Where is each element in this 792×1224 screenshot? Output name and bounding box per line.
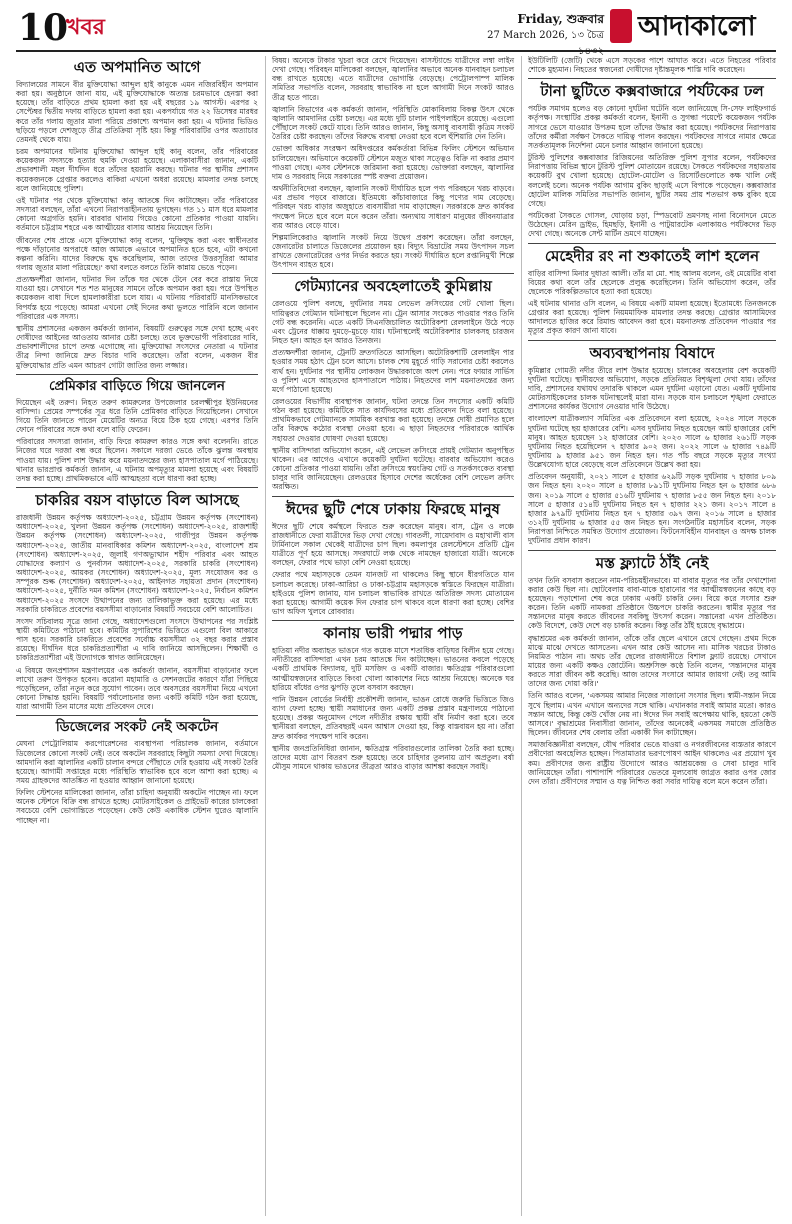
article-paragraph: বাড়ির বাসিন্দা মিনার দুধাতা আলী। তাঁর মা মো. শাহ আলম বলেন, ওই মেয়েটির বাবা বিয়ের কথা বলে তাঁর ছেলেকে প্রলুব্ধ করেছিলেন। তিনি অভিযোগ করেন, তাঁর ছেলেকে পরিকল্পিতভাবে হত্যা করা হয়েছে। [528,268,776,296]
article-paragraph: কুমিল্লার গোমতী নদীর তীরে লাশ উদ্ধার হয়েছে। চালকের অবহেলায় বেশ কয়েকটি দুর্ঘটনা ঘটেছে। স্থানীয়দের অভিযোগ, সড়কে প্রতিনিয়ত বিশৃঙ্খলা দেখা যায়। তাঁদের দাবি, প্রশাসনের যথাযথ তদারকি থাকলে এমন দুর্ঘটনা এড়ানো যেত। একটি দুর্ঘটনায় মোটরসাইকেলের চালক ঘটনাস্থলেই মারা যান। সড়কে যান চলাচলে শৃঙ্খলা ফেরাতে প্রশাসনের কার্যকর উদ্যোগ নেওয়ার দাবি উঠেছে। [528,365,776,412]
article-headline: ডিজেলের সংকট নেই অকটেন [55,719,219,736]
article-paragraph: তখন তিনি বসবাস করতেন নাম-পরিচয়হীনভাবে। মা বাবার মৃত্যুর পর তাঁর দেখাশোনা করার কেউ ছিল না। ছোটবেলায় বাবা-মাকে হারানোর পর আত্মীয়স্বজনের কাছে বড় হয়েছেন। পড়াশোনা শেষ করে ঢাকায় একটি চাকরি নেন। বিয়ে করে সংসার শুরু করেন। তিনি একটি নামকরা প্রতিষ্ঠানে উচ্চপদে চাকরি করতেন। স্বামীর মৃত্যুর পর সন্তানদের মানুষ করতে জীবনের সবকিছু উৎসর্গ করেন। সন্তানেরা এখন প্রতিষ্ঠিত। কেউ বিদেশে, কেউ দেশে বড় চাকরি করেন। কিন্তু তাঁর ঠাঁই হয়েছে বৃদ্ধাশ্রমে। [528,575,776,631]
article-separator [528,78,776,79]
article-paragraph: চরম অপমানের ঘটনায় মুক্তিযোদ্ধা আব্দুল হাই কানু বলেন, তাঁর পরিবারের কয়েকজন সদস্যকে হত্যার হুমকি দেওয়া হয়েছে। এলাকাবাসীরা জানান, একটি প্রভাবশালী মহল দীর্ঘদিন ধরে তাঁদের হয়রানি করছে। ঘটনার পর স্থানীয় প্রশাসন কয়েকজনকে গ্রেপ্তার করলেও বাকিরা এখনো অধরা রয়েছে। মামলার তদন্ত চলছে বলে জানিয়েছে পুলিশ। [16,147,258,193]
article-separator [272,496,514,497]
article-paragraph: তিনি আরও বলেন, 'একসময় আমার নিজের সাজানো সংসার ছিল। স্বামী-সন্তান নিয়ে সুখে ছিলাম। এখন এখানে অন্যদের সঙ্গে থাকি। এখানকার সবাই আমার মতো। কারও সন্তান আছে, কিন্তু কেউ খোঁজ নেয় না। ঈদের দিন সবাই অপেক্ষায় থাকি, হয়তো কেউ আসবে।' বৃদ্ধাশ্রমের নিবাসীরা জানান, তাঁদের অনেকেই একসময় সমাজে প্রতিষ্ঠিত ছিলেন। জীবনের শেষ বেলায় তাঁরা একাকী দিন কাটাচ্ছেন। [528,691,776,738]
article-headline: এত অপমানিত আগে [73,58,201,76]
article-paragraph: রেলওয়ের বিভাগীয় ব্যবস্থাপক জানান, ঘটনা তদন্তে তিন সদস্যের একটি কমিটি গঠন করা হয়েছে। কমিটিকে সাত কার্যদিবসের মধ্যে প্রতিবেদন দিতে বলা হয়েছে। প্রাথমিকভাবে গেটম্যানকে সাময়িক বরখাস্ত করা হয়েছে। তদন্তে দোষী প্রমাণিত হলে তাঁর বিরুদ্ধে কঠোর ব্যবস্থা নেওয়া হবে। এ ছাড়া নিহতদের পরিবারকে আর্থিক সহায়তা দেওয়ার ঘোষণা দেওয়া হয়েছে। [272,397,514,443]
date-block [468,10,604,60]
article-paragraph: ফেরার পথে মহাসড়কে তেমন যানজট না থাকলেও কিছু স্থানে ধীরগতিতে যান চলাচল করেছে। ঢাকা-আরিচা ও ঢাকা-চট্টগ্রাম মহাসড়কে স্বস্তিতে ফিরছেন যাত্রীরা। হাইওয়ে পুলিশ জানায়, যান চলাচল স্বাভাবিক রাখতে অতিরিক্ত সদস্য মোতায়েন করা হয়েছে। আগামী কয়েক দিন ফেরার চাপ থাকবে বলে ধারণা করা হচ্ছে। বেশির ভাগ অফিস খুলবে রোববার। [272,570,514,616]
article-paragraph: রেলওয়ে পুলিশ বলছে, দুর্ঘটনার সময় লেভেল ক্রসিংয়ের গেট খোলা ছিল। দায়িত্বরত গেটম্যান ঘটনাস্থলে ছিলেন না। ট্রেন আসার সংকেত পাওয়ার পরও তিনি গেট বন্ধ করেননি। এতে একটি সিএনজিচালিত অটোরিকশা রেললাইনে উঠে পড়ে এবং ট্রেনের ধাক্কায় দুমড়ে-মুচড়ে যায়। ঘটনাস্থলেই অটোরিকশার চালকসহ চারজন নিহত হন। আহত হন আরও তিনজন। [272,299,514,346]
article-paragraph: রাজধানী উন্নয়ন কর্তৃপক্ষ অধ্যাদেশ-২০২৫, চট্টগ্রাম উন্নয়ন কর্তৃপক্ষ (সংশোধন) অধ্যাদেশ-২০২৫, খুলনা উন্নয়ন কর্তৃপক্ষ (সংশোধন) অধ্যাদেশ-২০২৫, রাজশাহী উন্নয়ন কর্তৃপক্ষ (সংশোধন) অধ্যাদেশ-২০২৫, গাজীপুর উন্নয়ন কর্তৃপক্ষ অধ্যাদেশ-২০২৫, জাতীয় মানবাধিকার কমিশন অধ্যাদেশ-২০২৫, বাংলাদেশ শ্রম (সংশোধন) অধ্যাদেশ-২০২৫, জুলাই গণঅভ্যুত্থান শহীদ পরিবার এবং আহত যোদ্ধাদের কল্যাণ ও পুনর্বাসন অধ্যাদেশ-২০২৫, সরকারি চাকরি (সংশোধন) অধ্যাদেশ-২০২৫, আয়কর (সংশোধন) অধ্যাদেশ-২০২৫, মূল্য সংযোজন কর ও সম্পূরক শুল্ক (সংশোধন) অধ্যাদেশ-২০২৫, আইনগত সহায়তা প্রদান (সংশোধন) অধ্যাদেশ-২০২৫, দুর্নীতি দমন কমিশন (সংশোধন) অধ্যাদেশ-২০২৫, নির্বাচন কমিশন অধ্যাদেশ-২০২৫ সংসদে উত্থাপনের জন্য তালিকাভুক্ত করা হয়েছে। এর মধ্যে সরকারি চাকরিতে প্রবেশের বয়সসীমা বাড়ানোর বিষয়টি সবচেয়ে বেশি আলোচিত। [16,513,258,614]
article-paragraph: হাতিয়া নদীর অব্যাহত ভাঙনে গত কয়েক মাসে শতাধিক বাড়িঘর বিলীন হয়ে গেছে। নদীতীরের বাসিন্দারা এখন চরম আতঙ্কে দিন কাটাচ্ছেন। ভাঙনের কবলে পড়েছে একটি প্রাথমিক বিদ্যালয়, দুটি মসজিদ ও একটি বাজার। ক্ষতিগ্রস্ত পরিবারগুলো আত্মীয়স্বজনের বাড়িতে কিংবা খোলা আকাশের নিচে আশ্রয় নিয়েছে। অনেকে ঘর হারিয়ে বাঁধের ওপর ঝুপড়ি তুলে বসবাস করছেন। [272,646,514,692]
article-paragraph: জীবনের শেষ প্রান্তে এসে মুক্তিযোদ্ধা কানু বলেন, 'মুক্তিযুদ্ধ করা এবং স্বাধীনতার পক্ষে দাঁড়ানোর অপরাধে আজ আমাকে এভাবে অপমানিত হতে হবে, এটা কখনো কল্পনা করিনি। যাদের বিরুদ্ধে যুদ্ধ করেছিলাম, আজ তাদের উত্তরসূরিরা আমার গলায় জুতার মালা পরিয়েছে।' কথা বলতে বলতে তিনি কান্নায় ভেঙে পড়েন। [16,235,258,272]
article-headline: মস্ত ফ্ল্যাটে ঠাঁই নেই [595,553,709,572]
article-paragraph: সংসদ সচিবালয় সূত্রে জানা গেছে, অধ্যাদেশগুলো সংসদে উত্থাপনের পর সংশ্লিষ্ট স্থায়ী কমিটিতে পাঠানো হবে। কমিটির সুপারিশের ভিত্তিতে এগুলো বিল আকারে পাস হবে। সরকারি চাকরিতে প্রবেশের সর্বোচ্চ বয়সসীমা ৩২ বছর করার প্রস্তাব রয়েছে। দীর্ঘদিন ধরে চাকরিপ্রত্যাশীরা এ দাবি জানিয়ে আসছিলেন। শিক্ষার্থী ও চাকরিপ্রত্যাশীরা এই উদ্যোগকে স্বাগত জানিয়েছেন। [16,616,258,663]
column-3 [528,56,776,789]
article-paragraph: প্রত্যক্ষদর্শীরা জানান, ঘটনার দিন তাঁকে ঘর থেকে টেনে বের করে রাস্তায় নিয়ে যাওয়া হয়। সেখানে শত শত মানুষের সামনে তাঁকে অপমান করা হয়। পরে উপস্থিত কয়েকজন বাধা দিলে হামলাকারীরা চলে যায়। এ ঘটনায় পরিবারটি মানসিকভাবে বিপর্যস্ত হয়ে পড়েছে। আমরা এখনো সেই দিনের কথা ভুলতে পারিনি বলে জানান পরিবারের এক সদস্য। [16,275,258,321]
masthead-logo [608,8,774,46]
date-line: 27 March 2026, ১৩ চৈত্র ১৪৩২ [487,30,604,57]
article-paragraph: পরিবারের সদস্যরা জানান, বাড়ি ফিরে কামরুল কারও সঙ্গে কথা বলেননি। রাতে নিজের ঘরে দরজা বন্ধ করে ছিলেন। সকালে দরজা ভেঙে তাঁকে ঝুলন্ত অবস্থায় পাওয়া যায়। পুলিশ লাশ উদ্ধার করে ময়নাতদন্তের জন্য হাসপাতাল মর্গে পাঠিয়েছে। থানার ভারপ্রাপ্ত কর্মকর্তা জানান, এ ঘটনায় অপমৃত্যুর মামলা হয়েছে এবং বিষয়টি তদন্ত করা হচ্ছে। প্রাথমিকভাবে এটি আত্মহত্যা বলে ধারণা করা হচ্ছে। [16,437,258,483]
article-paragraph: স্থানীয় জনপ্রতিনিধিরা জানান, ক্ষতিগ্রস্ত পরিবারগুলোর তালিকা তৈরি করা হচ্ছে। তাদের মধ্যে ত্রাণ বিতরণ শুরু হয়েছে। তবে চাহিদার তুলনায় ত্রাণ অপ্রতুল। বর্ষা মৌসুম সামনে থাকায় ভাঙনের তীব্রতা আরও বাড়ার আশঙ্কা করছেন সবাই। [272,743,514,771]
article-paragraph: এই ঘটনায় থানার ওসি বলেন, এ বিষয়ে একটি মামলা হয়েছে। ইতোমধ্যে তিনজনকে গ্রেপ্তার করা হয়েছে। পুলিশ নিয়মমাফিক মামলার তদন্ত করছে। গ্রেপ্তার আসামিদের আদালতে হাজির করে রিমান্ড আবেদন করা হবে। ময়নাতদন্ত প্রতিবেদন পাওয়ার পর মৃত্যুর প্রকৃত কারণ জানা যাবে। [528,298,776,336]
article-paragraph: বৃদ্ধাশ্রমের এক কর্মকর্তা জানান, তাঁকে তাঁর ছেলে এখানে রেখে গেছেন। প্রথম দিকে মাঝে মাঝে দেখতে আসতেন। এখন আর কেউ আসেন না। মাসিক খরচের টাকাও নিয়মিত পাঠান না। অথচ তাঁর ছেলের রাজধানীতে বিশাল ফ্ল্যাট রয়েছে। সেখানে মায়ের জন্য একটি কক্ষও জোটেনি। অশ্রুসিক্ত কণ্ঠে তিনি বলেন, 'সন্তানদের মানুষ করতে সারা জীবন কষ্ট করেছি। আজ তাদের সংসারে আমার জায়গা নেই। তবু আমি তাদের জন্য দোয়া করি।' [528,633,776,689]
article-paragraph: বিষয়। অনেকে টাকার খুচরা করে রেখে দিয়েছেন। বাসস্ট্যান্ডে যাত্রীদের লম্বা লাইন দেখা গেছে। পরিবহন মালিকেরা বলছেন, জ্বালানির অভাবে অনেক যানবাহন চলাচল বন্ধ রাখতে হয়েছে। এতে যাত্রীদের ভোগান্তি বেড়েছে। পেট্রোলপাম্প মালিক সমিতির সভাপতি বলেন, সরবরাহ স্বাভাবিক না হলে আগামী দিনে সংকট আরও তীব্র হতে পারে। [272,56,514,102]
page-header [16,6,776,57]
article-headline: প্রেমিকার বাড়িতে গিয়ে জানলেন [49,377,225,394]
column-1 [16,56,258,828]
article-headline: গেটম্যানের অবহেলাতেই কুমিল্লায় [294,277,492,296]
article-headline: কানায় ভারী পদ্মার পাড় [323,624,463,643]
article-headline: মেহেদীর রং না শুকাতেই লাশ হলেন [544,246,760,265]
article-separator [16,374,258,375]
article-paragraph: প্রতিবেদন অনুযায়ী, ২০২১ সালে ৫ হাজার ৬২৯টি সড়ক দুর্ঘটনায় ৭ হাজার ৮০৯ জন নিহত হন। ২০২০ সালে ৪ হাজার ৮৯১টি দুর্ঘটনায় নিহত হন ৬ হাজার ৬৮৬ জন। ২০১৯ সালে ৫ হাজার ৫১৬টি দুর্ঘটনায় ৭ হাজার ৮৫৫ জন নিহত হন। ২০১৮ সালে ৫ হাজার ৫১৪টি দুর্ঘটনায় নিহত হন ৭ হাজার ২২১ জন। ২০১৭ সালে ৪ হাজার ৯৭৯টি দুর্ঘটনায় নিহত হন ৭ হাজার ৩৯৭ জন। ২০১৬ সালে ৪ হাজার ৩১২টি দুর্ঘটনায় ৬ হাজার ৫৫ জন নিহত হন। সংগঠনটির মহাসচিব বলেন, সড়ক নিরাপত্তা নিশ্চিতে সমন্বিত উদ্যোগ প্রয়োজন। ফিটনেসবিহীন যানবাহন ও অদক্ষ চালক দুর্ঘটনার প্রধান কারণ। [528,472,776,546]
page-number: 10 [18,7,69,49]
article-paragraph: বিদ্যালয়ের সামনে বীর মুক্তিযোদ্ধা আব্দুল হাই কানুকে এমন নজিরবিহীন অপমান করা হয়। অনুষ্ঠানে জানা যায়, এই মুক্তিযোদ্ধাকে অত্যন্ত চরমভাবে হেনস্তা করা হয়েছে। তাঁর বাড়িতে প্রথম হামলা করা হয় এই বছরের ১৯ আগস্ট। এরপর ২ সেপ্টেম্বর দ্বিতীয় দফায় বাড়িতে হামলা করা হয়। একপর্যায়ে গত ২২ ডিসেম্বর মারধর করে তাঁর গলায় জুতার মালা পরিয়ে প্রকাশ্যে অপমান করা হয়। এ ঘটনার ভিডিও ছড়িয়ে পড়লে দেশজুড়ে তীব্র প্রতিক্রিয়া সৃষ্টি হয়। কিন্তু পরিবারটির ওপর অত্যাচার তেমনই থেকে যায়। [16,80,258,144]
column-divider [521,56,522,1216]
article-separator [16,715,258,716]
article-paragraph: টুরিস্ট পুলিশের কক্সবাজার রিজিয়নের অতিরিক্ত পুলিশ সুপার বলেন, পর্যটকদের নিরাপত্তায় বিভিন্ন স্থানে টুরিস্ট পুলিশ মোতায়েন রয়েছে। সৈকতে পর্যটকদের সহায়তায় কয়েকটি বুথ খোলা হয়েছে। হোটেল-মোটেল ও রিসোর্টগুলোতে কক্ষ খালি নেই বললেই চলে। অনেক পর্যটক আগাম বুকিং ছাড়াই এসে বিপাকে পড়েছেন। কক্সবাজার হোটেল মালিক সমিতির সভাপতি জানান, ছুটির সময় প্রায় শতভাগ কক্ষ বুকিং হয়ে গেছে। [528,153,776,208]
logo-text: আদাকালো [638,11,756,42]
article-paragraph: জ্বালানি বিভাগের এক কর্মকর্তা জানান, পরিস্থিতি মোকাবিলায় বিকল্প উৎস থেকে জ্বালানি আমদানির চেষ্টা চলছে। এর মধ্যে দুটি চালান পাইপলাইনে রয়েছে। এগুলো পৌঁছালে সংকট কেটে যাবে। তিনি আরও জানান, কিছু অসাধু ব্যবসায়ী কৃত্রিম সংকট তৈরির চেষ্টা করছেন। তাঁদের বিরুদ্ধে ব্যবস্থা নেওয়া হবে বলে হুঁশিয়ারি দেন তিনি। [272,104,514,142]
article-separator [272,273,514,274]
column-divider [265,56,266,1216]
article-paragraph: পানি উন্নয়ন বোর্ডের নির্বাহী প্রকৌশলী জানান, ভাঙন রোধে জরুরি ভিত্তিতে জিও ব্যাগ ফেলা হচ্ছে। স্থায়ী সমাধানের জন্য একটি প্রকল্প প্রস্তাব মন্ত্রণালয়ে পাঠানো হয়েছে। প্রকল্প অনুমোদন পেলে নদীতীর রক্ষায় স্থায়ী বাঁধ নির্মাণ করা হবে। তবে স্থানীয়রা বলছেন, প্রতিবছরই এমন আশ্বাস দেওয়া হয়, কিন্তু বাস্তবায়ন হয় না। তাঁরা দ্রুত কার্যকর পদক্ষেপ দাবি করেন। [272,694,514,741]
article-paragraph: বাংলাদেশ যাত্রীকল্যাণ সমিতির এক প্রতিবেদনে বলা হয়েছে, ২০২৪ সালে সড়কে দুর্ঘটনা ঘটেছে ছয় হাজারের বেশি। এসব দুর্ঘটনায় নিহত হয়েছেন আট হাজারের বেশি মানুষ। আহত হয়েছেন ১২ হাজারের বেশি। ২০২৩ সালে ৬ হাজার ২৬১টি সড়ক দুর্ঘটনায় নিহত হয়েছিলেন ৭ হাজার ৯০২ জন। ২০২২ সালে ৬ হাজার ৭৪৯টি দুর্ঘটনায় ৯ হাজার ৯৫১ জন নিহত হন। গত পাঁচ বছরে সড়কে মৃত্যুর সংখ্যা উল্লেখযোগ্য হারে বেড়েছে বলে প্রতিবেদনে উল্লেখ করা হয়। [528,414,776,470]
article-headline: টানা ছুটিতে কক্সবাজারে পর্যটকের ঢল [540,82,764,101]
article-paragraph: এ বিষয়ে জনপ্রশাসন মন্ত্রণালয়ের এক কর্মকর্তা জানান, বয়সসীমা বাড়ানোর ফলে লাখো তরুণ উপকৃত হবেন। করোনা মহামারি ও সেশনজটের কারণে যাঁরা পিছিয়ে পড়েছিলেন, তাঁরা নতুন করে সুযোগ পাবেন। তবে অবসরের বয়সসীমা নিয়ে এখনো কোনো সিদ্ধান্ত হয়নি। বিষয়টি পর্যালোচনার জন্য একটি কমিটি গঠন করা হয়েছে, যারা আগামী তিন মাসের মধ্যে প্রতিবেদন দেবে। [16,665,258,712]
article-headline: চাকরির বয়স বাড়াতে বিল আসছে [35,491,239,510]
day-bengali: শুক্রবার [566,12,604,26]
article-separator [528,550,776,551]
article-paragraph: শিল্পমালিকেরাও জ্বালানি সংকট নিয়ে উদ্বেগ প্রকাশ করেছেন। তাঁরা বলছেন, জেনারেটর চালাতে ডিজেলের প্রয়োজন হয়। বিদ্যুৎ বিভ্রাটের সময় উৎপাদন সচল রাখতে জেনারেটরের ওপর নির্ভর করতে হয়। সংকট দীর্ঘায়িত হলে রপ্তানিমুখী শিল্পে উৎপাদন ব্যাহত হবে। [272,232,514,270]
article-paragraph: ওই ঘটনার পর থেকে মুক্তিযোদ্ধা কানু আতঙ্কে দিন কাটাচ্ছেন। তাঁর পরিবারের সদস্যরা বলছেন, তাঁরা এখনো নিরাপত্তাহীনতায় ভুগছেন। গত ১১ মাস ধরে মামলার কোনো অগ্রগতি হয়নি। বারবার থানায় গিয়েও কোনো প্রতিকার পাওয়া যায়নি। বর্তমানে চট্টগ্রাম শহরে এক আত্মীয়ের বাসায় আশ্রয় নিয়েছেন তিনি। [16,195,258,233]
article-paragraph: ঈদের ছুটি শেষে কর্মস্থলে ফিরতে শুরু করেছেন মানুষ। বাস, ট্রেন ও লঞ্চে রাজধানীতে ফেরা যাত্রীদের ভিড় দেখা গেছে। গাবতলী, সায়েদাবাদ ও মহাখালী বাস টার্মিনালে সকাল থেকেই যাত্রীদের চাপ ছিল। কমলাপুর রেলস্টেশনে প্রতিটি ট্রেন যাত্রীতে পূর্ণ হয়ে আসছে। সদরঘাটে লঞ্চ থেকে নামছেন হাজারো যাত্রী। অনেকে বলছেন, ফেরার পথে ভাড়া বেশি নেওয়া হয়েছে। [272,521,514,568]
article-paragraph: প্রত্যক্ষদর্শীরা জানান, ট্রেনটি দ্রুতগতিতে আসছিল। অটোরিকশাটি রেললাইন পার হওয়ার সময় হঠাৎ ট্রেন চলে আসে। চালক শেষ মুহূর্তে গাড়ি সরানোর চেষ্টা করলেও ব্যর্থ হন। দুর্ঘটনার পর স্থানীয় লোকজন উদ্ধারকাজে অংশ নেন। পরে ফায়ার সার্ভিস ও পুলিশ এসে আহতদের হাসপাতালে পাঠায়। নিহতদের লাশ ময়নাতদন্তের জন্য মর্গে পাঠানো হয়েছে। [272,348,514,394]
article-paragraph: ইউটিলিটি (জেটি) থেকে এসে সড়কের পাশে আঘাত করে। এতে নিহতের পরিবার শোকে মুহ্যমান। নিহতের স্বজনেরা দোষীদের দৃষ্টান্তমূলক শাস্তি দাবি করেছেন। [528,56,776,75]
article-headline: ঈদের ছুটি শেষে ঢাকায় ফিরছে মানুষ [286,499,500,518]
article-paragraph: পর্যটক সমাগম হলেও বড় কোনো দুর্ঘটনা ঘটেনি বলে জানিয়েছে সি-সেফ লাইফগার্ড কর্তৃপক্ষ। সংস্থাটির প্রকল্প কর্মকর্তা বলেন, ইনানী ও সুগন্ধা পয়েন্টে কয়েকজন পর্যটক সাগরে ভেসে যাওয়ার উপক্রম হলে তাঁদের উদ্ধার করা হয়েছে। পর্যটকদের নিরাপত্তায় তাঁদের কর্মীরা সর্বক্ষণ সৈকতে দায়িত্ব পালন করছেন। পর্যটকদের সাগরে নামার ক্ষেত্রে সতর্কতামূলক নির্দেশনা মেনে চলার আহ্বান জানানো হয়েছে। [528,104,776,150]
column-2 [272,56,514,774]
article-paragraph: পর্যটকেরা সৈকতে গোসল, ঘোড়ায় চড়া, স্পিডবোট ভ্রমণসহ নানা বিনোদনে মেতে উঠেছেন। মেরিন ড্রাইভ, হিমছড়ি, ইনানী ও পাটুয়ারটেক এলাকায়ও পর্যটকদের ভিড় দেখা গেছে। অনেকে সেন্ট মার্টিন ভ্রমণে যাচ্ছেন। [528,211,776,239]
article-headline: অব্যবস্থাপনায় বিষাদে [589,343,715,362]
article-paragraph: মেঘনা পেট্রোলিয়াম করপোরেশনের ব্যবস্থাপনা পরিচালক জানান, বর্তমানে ডিজেলের কোনো সংকট নেই। তবে অকটেন সরবরাহে কিছুটা সমস্যা দেখা দিয়েছে। আমদানি করা জ্বালানির একটি চালান বন্দরে পৌঁছাতে দেরি হওয়ায় এই সংকট তৈরি হয়েছে। আগামী সপ্তাহের মধ্যে পরিস্থিতি স্বাভাবিক হবে বলে আশা করা হচ্ছে। এ সময় গ্রাহকদের আতঙ্কিত না হওয়ার আহ্বান জানানো হয়েছে। [16,739,258,785]
logo-mark-icon [610,9,632,43]
day-line: Friday, শুক্রবার [517,12,604,26]
article-paragraph: স্থানীয় বাসিন্দারা অভিযোগ করেন, এই লেভেল ক্রসিংয়ে প্রায়ই গেটম্যান অনুপস্থিত থাকেন। এর আগেও এখানে কয়েকটি দুর্ঘটনা ঘটেছে। বারবার অভিযোগ করেও কোনো প্রতিকার পাওয়া যায়নি। তাঁরা ক্রসিংয়ে স্বয়ংক্রিয় গেট ও সতর্কসংকেত ব্যবস্থা চালুর দাবি জানিয়েছেন। রেলওয়ের হিসাবে দেশের অর্ধেকের বেশি লেভেল ক্রসিং অরক্ষিত। [272,445,514,492]
article-paragraph: সমাজবিজ্ঞানীরা বলছেন, যৌথ পরিবার ভেঙে যাওয়া ও নগরজীবনের ব্যস্ততার কারণে প্রবীণেরা অবহেলিত হচ্ছেন। পিতামাতার ভরণপোষণ আইন থাকলেও এর প্রয়োগ খুব কম। প্রবীণদের জন্য রাষ্ট্রীয় উদ্যোগে আরও আশ্রয়কেন্দ্র ও সেবা চালুর দাবি জানিয়েছেন তাঁরা। পাশাপাশি পরিবারের ভেতরে মূল্যবোধ জাগ্রত করার ওপর জোর দেন তাঁরা। প্রবীণদের সম্মান ও যত্ন নিশ্চিত করা সবার দায়িত্ব বলে মনে করেন তাঁরা। [528,740,776,786]
article-separator [272,620,514,621]
section-name: খবর [66,15,105,40]
article-paragraph: অর্থনীতিবিদেরা বলছেন, জ্বালানি সংকট দীর্ঘায়িত হলে পণ্য পরিবহনে খরচ বাড়বে। এর প্রভাব পড়বে বাজারে। ইতিমধ্যে কাঁচাবাজারে কিছু পণ্যের দাম বেড়েছে। পরিবহন খরচ বাড়ার অজুহাতে ব্যবসায়ীরা দাম বাড়াচ্ছেন। সরকারকে দ্রুত কার্যকর পদক্ষেপ নিতে হবে বলে মনে করেন তাঁরা। অন্যথায় সাধারণ মানুষের জীবনযাত্রার ব্যয় আরও বেড়ে যাবে। [272,184,514,230]
article-separator [16,487,258,488]
article-paragraph: ভোক্তা অধিকার সংরক্ষণ অধিদপ্তরের কর্মকর্তারা বিভিন্ন ফিলিং স্টেশনে অভিযান চালিয়েছেন। অভিযানে কয়েকটি স্টেশনে মজুত থাকা সত্ত্বেও বিক্রি না করার প্রমাণ পাওয়া গেছে। এসব স্টেশনকে জরিমানা করা হয়েছে। ভোক্তারা বলছেন, জ্বালানির দাম ও সরবরাহ নিয়ে সরকারের স্পষ্ট বক্তব্য প্রয়োজন। [272,144,514,181]
article-separator [528,243,776,244]
article-separator [528,340,776,341]
article-paragraph: স্থানীয় প্রশাসনের একজন কর্মকর্তা জানান, বিষয়টি গুরুত্বের সঙ্গে দেখা হচ্ছে এবং দোষীদের আইনের আওতায় আনার চেষ্টা চলছে। তবে ভুক্তভোগী পরিবারের দাবি, প্রভাবশালীদের চাপে তদন্ত এগোচ্ছে না। মুক্তিযোদ্ধা সংসদের নেতারা এ ঘটনার তীব্র নিন্দা জানিয়ে দ্রুত বিচার দাবি করেছেন। তাঁরা বলেন, একজন বীর মুক্তিযোদ্ধার প্রতি এমন আচরণ গোটা জাতির জন্য লজ্জার। [16,323,258,370]
day-english: Friday [517,12,559,26]
article-paragraph: দিয়েছেন এই তরুণ। নিহত তরুণ কামরুলের উপজেলার চরলক্ষ্মীপুর ইউনিয়নের বাসিন্দা। প্রেমের সম্পর্কের সূত্র ধরে তিনি প্রেমিকার বাড়িতে গিয়েছিলেন। সেখানে গিয়ে তিনি জানতে পারেন মেয়েটির অন্যত্র বিয়ে ঠিক হয়ে গেছে। এরপর তিনি ফোনে পরিবারের সঙ্গে কথা বলে বাড়ি ফেরেন। [16,397,258,435]
article-paragraph: ফিলিং স্টেশনের মালিকেরা জানান, তাঁরা চাহিদা অনুযায়ী অকটেন পাচ্ছেন না। ফলে অনেক স্টেশনে বিক্রি বন্ধ রাখতে হচ্ছে। মোটরসাইকেল ও প্রাইভেট কারের চালকেরা সবচেয়ে বেশি ভোগান্তিতে পড়েছেন। কেউ কেউ একাধিক স্টেশন ঘুরেও জ্বালানি পাচ্ছেন না। [16,788,258,825]
